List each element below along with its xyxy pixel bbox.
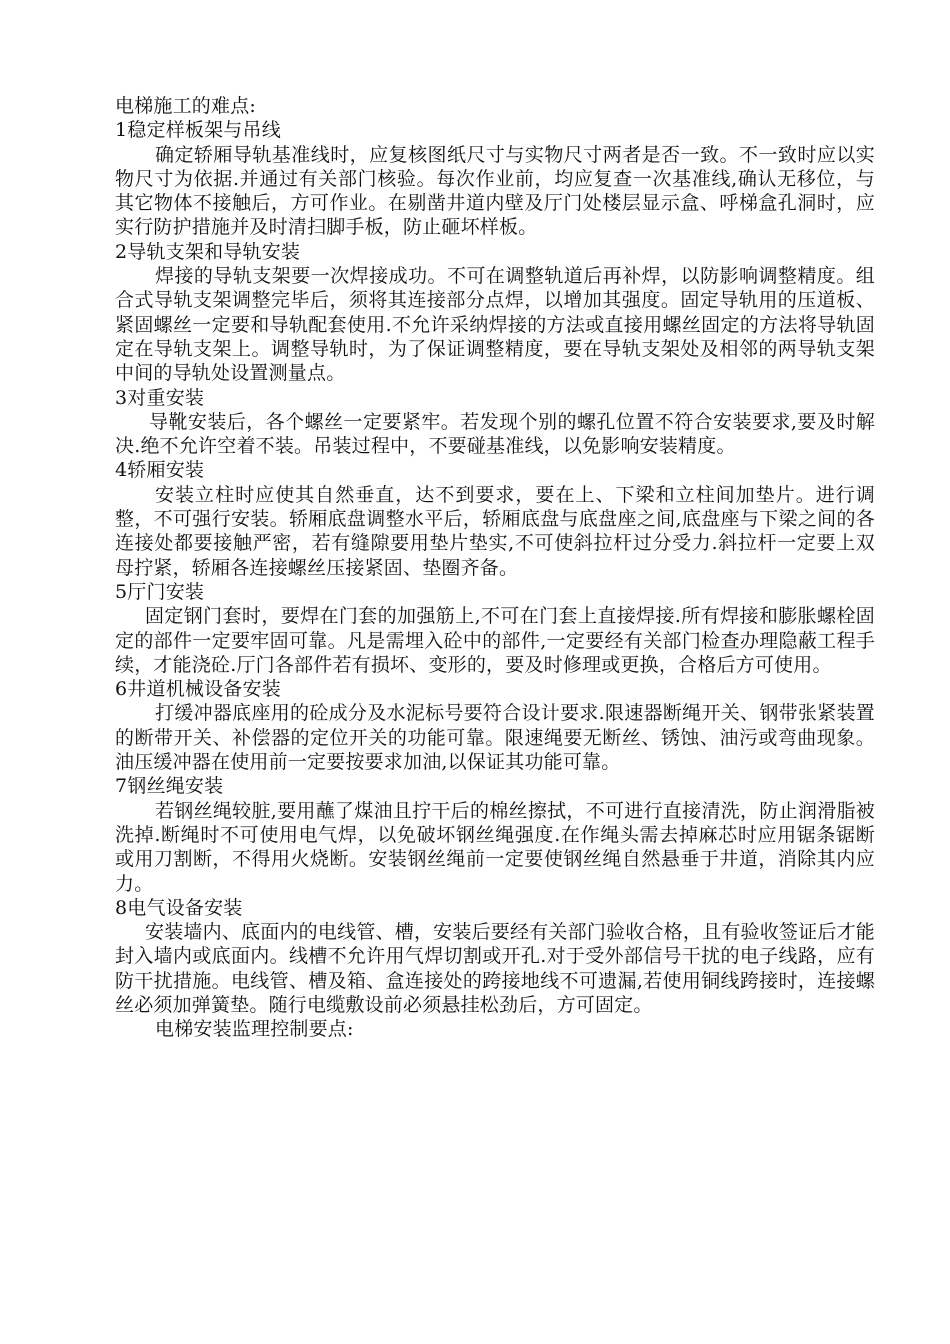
section-heading-6: 6井道机械设备安装 xyxy=(115,678,281,701)
section-heading-8: 8电气设备安装 xyxy=(115,896,243,919)
section-heading-2: 2导轨支架和导轨安装 xyxy=(115,240,301,263)
section-body-4: 安装立柱时应使其自然垂直，达不到要求，要在上、下梁和立柱间加垫片。进行调整，不可强行安装。轿厢底盘调整水平后，轿厢底盘与底盘座之间,底盘座与下梁之间的各连接处都要接触严密，若有缝隙要用垫片垫实,不可使斜拉杆过分受力.斜拉杆一定要上双母拧紧，轿厢各连接螺丝压接紧固、垫圈齐备。 xyxy=(115,483,875,579)
section-heading-7: 7钢丝绳安装 xyxy=(115,775,224,798)
document-page xyxy=(115,94,875,1042)
section-body-6: 打缓冲器底座用的砼成分及水泥标号要符合设计要求.限速器断绳开关、钢带张紧装置的断带开关、补偿器的定位开关的功能可靠。限速绳要无断丝、锈蚀、油污或弯曲现象。油压缓冲器在使用前一定要按要求加油,以保证其功能可靠。 xyxy=(115,702,875,774)
closing-line: 电梯安装监理控制要点: xyxy=(155,1018,354,1041)
section-body-3: 导靴安装后，各个螺丝一定要紧牢。若发现个别的螺孔位置不符合安装要求,要及时解决.绝不允许空着不装。吊装过程中，不要碰基准线，以免影响安装精度。 xyxy=(115,410,875,458)
section-heading-5: 5厅门安装 xyxy=(115,580,205,603)
intro-title: 电梯施工的难点: xyxy=(115,95,257,117)
section-heading-1: 1稳定样板架与吊线 xyxy=(115,119,281,142)
section-body-8: 安装墙内、底面内的电线管、槽，安装后要经有关部门验收合格，且有验收签证后才能封入墙内或底面内。线槽不允许用气焊切割或开孔.对于受外部信号干扰的电子线路，应有防干扰措施。电线管、槽及箱、盒连接处的跨接地线不可遗漏,若使用铜线跨接时，连接螺丝必须加弹簧垫。随行电缆敷设前必须悬挂松劲后，方可固定。 xyxy=(115,921,875,1016)
section-heading-3: 3对重安装 xyxy=(115,386,205,409)
section-body-7: 若钢丝绳较脏,要用蘸了煤油且拧干后的棉丝擦拭，不可进行直接清洗，防止润滑脂被洗掉.断绳时不可使用电气焊，以免破坏钢丝绳强度.在作绳头需去掉麻芯时应用锯条锯断或用刀割断，不得用火烧断。安装钢丝绳前一定要使钢丝绳自然悬垂于井道，消除其内应力。 xyxy=(115,799,875,895)
section-body-2: 焊接的导轨支架要一次焊接成功。不可在调整轨道后再补焊，以防影响调整精度。组合式导轨支架调整完毕后，须将其连接部分点焊，以增加其强度。固定导轨用的压道板、紧固螺丝一定要和导轨配套使用.不允许采纳焊接的方法或直接用螺丝固定的方法将导轨固定在导轨支架上。调整导轨时，为了保证调整精度，要在导轨支架处及相邻的两导轨支架中间的导轨处设置测量点。 xyxy=(115,265,875,385)
section-body-1: 确定轿厢导轨基准线时，应复核图纸尺寸与实物尺寸两者是否一致。不一致时应以实物尺寸为依据.并通过有关部门核验。每次作业前，均应复查一次基准线,确认无移位，与其它物体不接触后，方可作业。在剔凿井道内壁及厅门处楼层显示盒、呼梯盒孔洞时，应实行防护措施并及时清扫脚手板，防止砸坏样板。 xyxy=(115,143,875,239)
section-heading-4: 4轿厢安装 xyxy=(115,459,205,482)
section-body-5: 固定钢门套时，要焊在门套的加强筋上,不可在门套上直接焊接.所有焊接和膨胀螺栓固定的部件一定要牢固可靠。凡是需埋入砼中的部件,一定要经有关部门检查办理隐蔽工程手续，才能浇砼.厅门各部件若有损坏、变形的，要及时修理或更换，合格后方可使用。 xyxy=(115,605,875,676)
